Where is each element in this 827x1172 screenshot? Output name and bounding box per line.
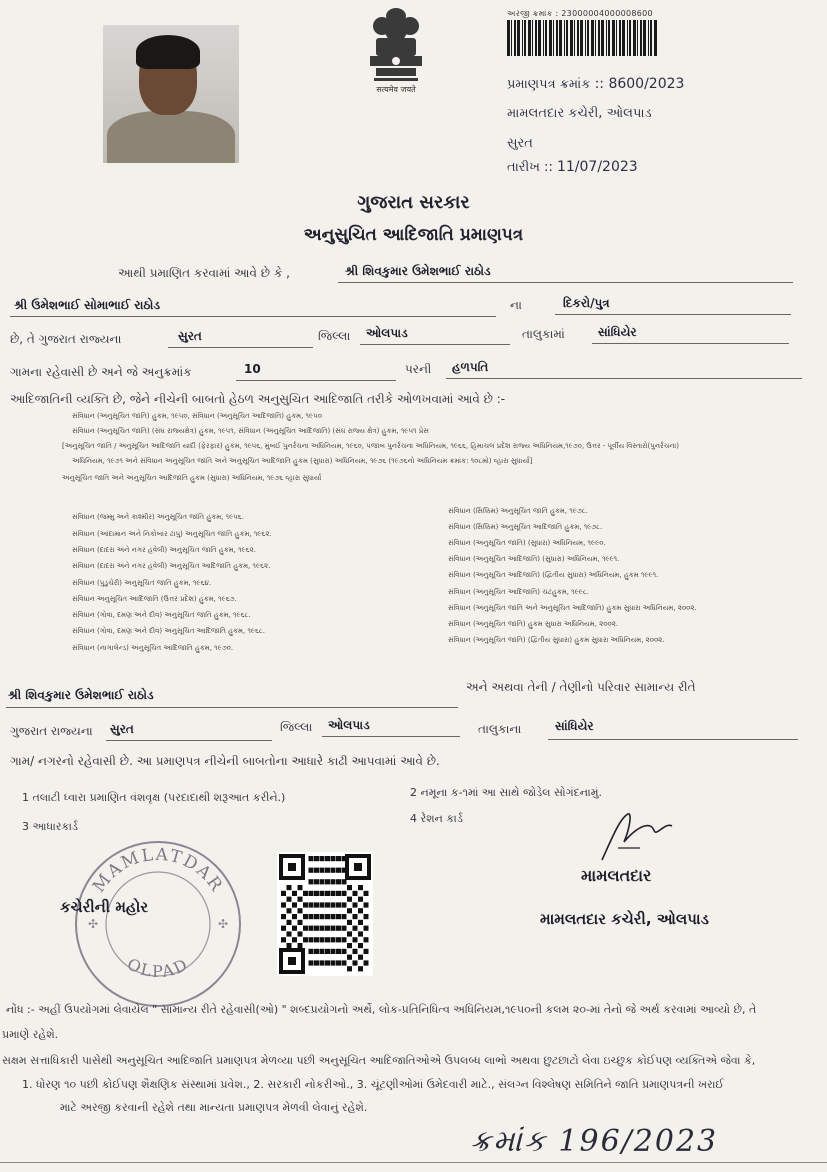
order-left-item: સંવિધાન (ગોવા, દમણ અને દીવ) અનુસૂચિત આદિજાતિ હુકમ, ૧૯૬૮. <box>72 627 266 635</box>
basis-item: 3 આધારકાર્ડ <box>22 820 78 833</box>
order-left-item: સંવિધાન (ગોવા, દમણ અને દીવ) અનુસૂચિત જાતિ હુકમ, ૧૯૬૮. <box>72 611 251 619</box>
national-emblem-icon <box>360 4 432 92</box>
order-left-item: સંવિધાન (આંદામાન અને નિકોબાર ટાપુ) અનુસૂચિત જાતિ હુકમ, ૧૯૬૨. <box>72 530 272 538</box>
order-line: સંવિધાન (અનુસૂચિત જાતિ) હુકમ, ૧૯૫૦, સંવિધાન (અનુસૂચિત આદિજાતિ) હુકમ, ૧૯૫૦ <box>72 412 322 420</box>
note-line: 1. ધોરણ ૧૦ પછી કોઈપણ શૈક્ષણિક સંસ્થામાં પ્રવેશ., 2. સરકારી નોકરીઓ., 3. ચૂંટણીઓમાં ઉમેદવારી માટે., સંલગ્ન વિશ્લેષણ સમિતિને જાતિ પ્રમાણપત્રની ખરાઈ <box>22 1078 724 1091</box>
order-line: અનુસૂચિત જાતિ અને અનુસૂચિત આદિજાતિ હુકમ (સુધારા) અધિનિયમ, ૧૯૭૬ વ્હારા સુધાર્યા <box>62 474 322 482</box>
district-label: જિલ્લા <box>318 329 351 343</box>
order-left-item: સંવિધાન (નાગાલેન્ડ) અનુસૂચિત આદિજાતિ હુકમ, ૧૯૭૦. <box>72 644 234 652</box>
basis-item: 4 રેશન કાર્ડ <box>410 812 463 825</box>
certificate-number: પ્રમાણપત્ર ક્રમાંક :: 8600/2023 <box>507 76 685 92</box>
issuing-office: મામલતદાર કચેરી, ઓલપાડ <box>507 106 652 121</box>
seal-label: કચેરીની મહોર <box>60 898 149 916</box>
application-number: અરજી ક્રમાંક : 23000004000008600 <box>507 9 653 18</box>
of-label: ના <box>510 298 522 312</box>
note-line: પ્રમાણે રહેશે. <box>2 1028 59 1041</box>
basis-item: 2 નમૂના ક-૧માં આ સાથે જોડેલ સોગંદનામું. <box>410 786 602 799</box>
signatory-office: મામલતદાર કચેરી, ઓલપાડ <box>540 910 709 928</box>
residence-village-value: સાંધિયેર <box>555 719 594 733</box>
order-right-item: સંવિધાન (અનુસૂચિત આદિજાતિ) (સુધારા) અધિનિયમ, ૧૯૯૧. <box>448 555 620 563</box>
government-title: ગુજરાત સરકાર <box>357 192 470 213</box>
resident-name: શ્રી શિવકુમાર ઉમેશભાઈ રાઠોડ <box>8 688 154 702</box>
note-line: નોંધ :- અહીં ઉપયોગમાં લેવાયેલ " સામાન્ય રીતે રહેવાસી(ઓ) " શબ્દપ્રયોગનો અર્થે, લોક-પ્રતિનિધિત્વ અધિનિયમ,૧૯૫૦ની કલમ ૨૦-માં તેનો જે અર્થ કરવામાં આવ્યો છે, તે <box>6 1003 757 1016</box>
residence-taluka-value: ઓલપાડ <box>328 718 370 732</box>
order-right-item: સંવિધાન (અનુસૂચિત જાતિ) હુકમ સુધારા અધિનિયમ, ૨૦૦૨. <box>448 620 619 628</box>
order-right-item: સંવિધાન (અનુસૂચિત જાતિ અને અનુસૂચિત આદિજાતિ) હુકમ સુધારા અધિનિયમ, ૨૦૦૨. <box>448 604 697 612</box>
tribe-name: હળપતિ <box>452 360 489 374</box>
order-line: [અનુસૂચિત જાતિ / અનુસૂચિત આદિજાતિ યાદી (ફેરફાર) હુકમ, ૧૯૫૬, મુંબઈ પુનર્રચના અધિનિયમ, ૧૯૬૦, પંજાબ પુનર્રચના અધિનિયમ, ૧૯૬૬, હિમાચલ પ્રદેશ રાજ્ય અધિનિયમ,૧૯૭૦, ઉત્તર - પૂર્વીય વિસ્તારો(પુનર્રચના) <box>62 442 679 450</box>
order-right-item: સંવિધાન (અનુસૂચિત આદિજાતિ) (દ્વિતીય સુધારા) અધિનિયમ, હુકમ ૧૯૯૧. <box>448 571 659 579</box>
order-right-item: સંવિધાન (અનુસૂચિત જાતિ) (સુધારા) અધિનિયમ, ૧૯૯૦. <box>448 539 606 547</box>
note-line: સક્ષમ સત્તાધિકારી પાસેથી અનુસૂચિત આદિજાતિ પ્રમાણપત્ર મેળવ્યા પછી અનુસૂચિત આદિજાતિઓએ ઉપલબ્ધ લાભો અથવા છુટછાટો લેવા ઇચ્છુક કોઈપણ વ્યક્તિએ જેવા કે, <box>2 1054 756 1067</box>
order-right-item: સંવિધાન (સિક્કિમ) અનુસૂચિત આદિજાતિ હુકમ, ૧૯૭૮. <box>448 523 603 531</box>
applicant-name: શ્રી શિવકુમાર ઉમેશભાઈ રાઠોડ <box>345 264 491 278</box>
order-line: અધિનિયમ, ૧૯૭૧ અને સંવિધાન અનુસૂચિત જાતિ અને અનુસૂચિત આદિજાતિ હુકમ (સુધારા) અધિનિયમ, ૧૯૭૬ (૧૯૭૬નો અધિનિયમ ક્રમાંક: ૧૦૮મો) વ્હારા સુધાર્યા] <box>72 457 533 465</box>
serial-number: 10 <box>244 362 261 376</box>
issuing-city: સુરત <box>507 136 533 151</box>
certificate-title: અનુસુચિત આદિજાતિ પ્રમાણપત્ર <box>303 225 524 245</box>
barcode-icon <box>507 20 657 56</box>
svg-text:✣: ✣ <box>88 917 99 931</box>
taluka-label: તાલુકામાં <box>522 327 565 341</box>
order-right-item: સંવિધાન (અનુસૂચિત આદિજાતિ) ચટહુકમ, ૧૯૯૮. <box>448 588 590 596</box>
signatory-title: મામલતદાર <box>581 866 652 885</box>
certify-label: આથી પ્રમાણિત કરવામાં આવે છે કે , <box>118 266 290 280</box>
handwritten-register-number: ક્રમાંક 196/2023 <box>470 1124 719 1159</box>
order-left-item: સંવિધાન (દાદરા અને નગર હવેલી) અનુસૂચિત આદિજાતિ હુકમ, ૧૯૬૨. <box>72 562 271 570</box>
residence-district-value: સુરત <box>110 722 134 736</box>
note-line: માટે અરજી કરવાની રહેશે તથા માન્યતા પ્રમાણપત્ર મેળવી લેવાનું રહેશે. <box>60 1101 368 1114</box>
residence-taluka-label: તાલુકાના <box>478 722 522 736</box>
basis-statement: ગામ/ નગરનો રહેવાસી છે. આ પ્રમાણપત્ર નીચેની બાબતોના આધારે કાઢી આપવામાં આવે છે. <box>10 754 440 768</box>
tribe-label: પરની <box>405 362 432 376</box>
svg-text:OLPAD: OLPAD <box>124 954 192 981</box>
signature <box>594 808 674 868</box>
residence-state-label: ગુજરાત રાજ્યના <box>10 724 93 738</box>
basis-item: 1 તલાટી ધ્વારા પ્રમાણિત વંશવૃક્ષ (પરદાદાથી શરૂઆત કરીને.) <box>22 791 286 804</box>
district-value: સુરત <box>178 329 202 343</box>
village-value: સાંધિયેર <box>598 325 637 339</box>
office-seal <box>72 838 244 1010</box>
order-left-item: સંવિધાન (પુડુચેરી) અનુસૂચિત જાતિ હુકમ, ૧૯૬૪. <box>72 579 212 587</box>
residence-district-label: જિલ્લા <box>280 720 313 734</box>
order-left-item: સંવિધાન અનુસૂચિત આદિજાતિ (ઉત્તર પ્રદેશ) હુકમ, ૧૯૬૭. <box>72 595 237 603</box>
order-line: સંવિધાન (અનુસૂચિત જાતિ) (સંઘ રાજ્યક્ષેત્ર) હુકમ, ૧૯૫૧, સંવિધાન (અનુસૂચિત આદિજાતિ) (સંઘ રાજ્ય ક્ષેત્ર) હુકમ, ૧૯૫૧ પ્રેસ <box>72 427 429 435</box>
parent-name: શ્રી ઉમેશભાઈ સોમાભાઈ રાઠોડ <box>14 298 160 312</box>
tribal-statement: આદિજાતિની વ્યક્તિ છે, જેને નીચેની બાબતો હેઠળ અનુસુચિત આદિજાતિ તરીકે ઓળખવામાં આવે છે :- <box>10 392 506 406</box>
order-left-item: સંવિધાન (દાદરા અને નગર હવેલી) અનુસૂચિત જાતિ હુકમ, ૧૯૬૨. <box>72 546 256 554</box>
order-right-item: સંવિધાન (સિક્કિમ) અનુસૂચિત જાતિ હુકમ, ૧૯૭૮. <box>448 507 588 515</box>
applicant-photo <box>103 25 239 163</box>
state-label: છે, તે ગુજરાત રાજ્યના <box>10 332 122 346</box>
resident-label: ગામના રહેવાસી છે અને જે અનુક્રમાંક <box>10 365 192 379</box>
taluka-value: ઓલપાડ <box>366 326 408 340</box>
svg-text:✣: ✣ <box>218 917 229 931</box>
order-right-item: સંવિધાન (અનુસૂચિત જાતિ) (દ્વિતીય સુધારા) હુકમ સુધારા અધિનિયમ, ૨૦૦૨. <box>448 636 665 644</box>
qr-code-icon <box>277 852 373 976</box>
relation: દિકરો/પુત્ર <box>563 296 610 310</box>
emblem-motto: सत्यमेव जयते <box>376 85 416 94</box>
issue-date: તારીખ :: 11/07/2023 <box>507 159 638 175</box>
family-text: અને અથવા તેની / તેણીનો પરિવાર સામાન્ય રીતે <box>466 680 696 694</box>
svg-text:MAMLATDAR: MAMLATDAR <box>88 844 228 897</box>
order-left-item: સંવિધાન (જમ્મુ અને કાશ્મીર) અનુસૂચિત જાતિ હુકમ, ૧૯૫૬. <box>72 513 244 521</box>
